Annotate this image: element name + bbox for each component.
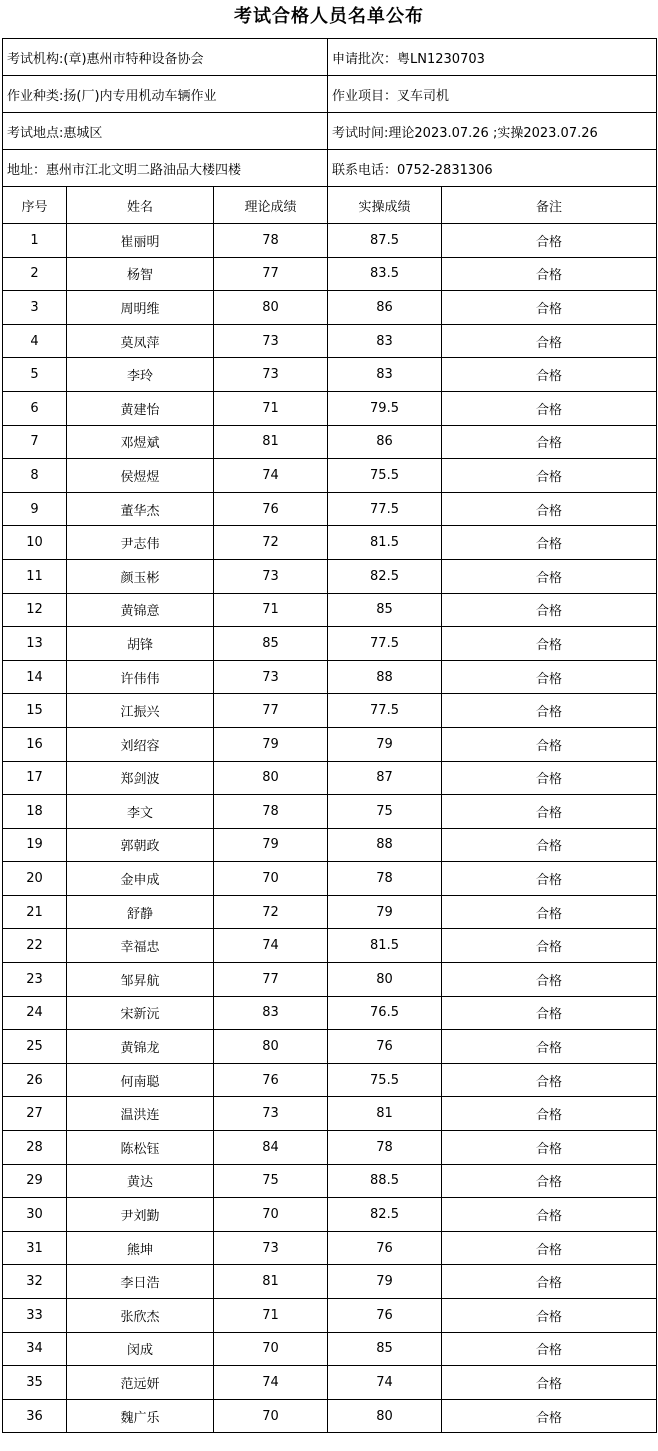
cell-index: 29	[3, 1164, 67, 1198]
cell-theory: 72	[214, 526, 328, 560]
cell-practical: 88	[328, 828, 442, 862]
cell-practical: 79	[328, 1265, 442, 1299]
cell-index: 10	[3, 526, 67, 560]
cell-index: 23	[3, 963, 67, 997]
table-row	[3, 492, 657, 526]
cell-remark: 合格	[442, 324, 657, 358]
cell-practical: 75.5	[328, 459, 442, 493]
cell-theory: 78	[214, 795, 328, 829]
cell-theory: 84	[214, 1131, 328, 1165]
cell-name: 邓煜斌	[67, 425, 214, 459]
table-row	[3, 828, 657, 862]
cell-theory: 79	[214, 828, 328, 862]
cell-practical: 82.5	[328, 559, 442, 593]
cell-remark: 合格	[442, 391, 657, 425]
cell-remark: 合格	[442, 1131, 657, 1165]
table-header	[3, 187, 657, 224]
cell-index: 18	[3, 795, 67, 829]
cell-name: 黄锦意	[67, 593, 214, 627]
cell-remark: 合格	[442, 1399, 657, 1433]
cell-remark: 合格	[442, 1097, 657, 1131]
exam-org: 考试机构:(章)惠州市特种设备协会	[3, 39, 328, 76]
cell-theory: 83	[214, 996, 328, 1030]
cell-index: 9	[3, 492, 67, 526]
cell-remark: 合格	[442, 1164, 657, 1198]
cell-remark: 合格	[442, 224, 657, 258]
cell-name: 闵成	[67, 1332, 214, 1366]
cell-practical: 79	[328, 895, 442, 929]
cell-practical: 76	[328, 1030, 442, 1064]
cell-theory: 81	[214, 1265, 328, 1299]
cell-theory: 73	[214, 1231, 328, 1265]
cell-practical: 88.5	[328, 1164, 442, 1198]
table-row	[3, 727, 657, 761]
cell-theory: 70	[214, 1198, 328, 1232]
cell-index: 1	[3, 224, 67, 258]
cell-name: 魏广乐	[67, 1399, 214, 1433]
cell-theory: 73	[214, 559, 328, 593]
info-row-2	[3, 76, 657, 113]
cell-index: 30	[3, 1198, 67, 1232]
cell-practical: 74	[328, 1366, 442, 1400]
cell-practical: 81	[328, 1097, 442, 1131]
table-row	[3, 929, 657, 963]
cell-name: 黄达	[67, 1164, 214, 1198]
table-row	[3, 1131, 657, 1165]
table-row	[3, 1063, 657, 1097]
job-category: 作业种类:扬(厂)内专用机动车辆作业	[3, 76, 328, 113]
cell-practical: 78	[328, 1131, 442, 1165]
cell-name: 郑剑波	[67, 761, 214, 795]
page-title: 考试合格人员名单公布	[234, 6, 424, 27]
cell-practical: 79.5	[328, 391, 442, 425]
cell-practical: 76.5	[328, 996, 442, 1030]
table-row	[3, 324, 657, 358]
cell-name: 尹刘勤	[67, 1198, 214, 1232]
cell-remark: 合格	[442, 627, 657, 661]
table-row	[3, 1299, 657, 1333]
cell-name: 董华杰	[67, 492, 214, 526]
exam-time: 考试时间:理论2023.07.26 ;实操2023.07.26	[328, 113, 657, 150]
cell-index: 20	[3, 862, 67, 896]
cell-theory: 71	[214, 593, 328, 627]
table-body	[3, 224, 657, 1433]
cell-index: 19	[3, 828, 67, 862]
cell-index: 35	[3, 1366, 67, 1400]
cell-index: 5	[3, 358, 67, 392]
contact-phone: 联系电话：0752-2831306	[328, 150, 657, 187]
info-row-4	[3, 150, 657, 187]
cell-index: 34	[3, 1332, 67, 1366]
cell-name: 尹志伟	[67, 526, 214, 560]
cell-theory: 73	[214, 1097, 328, 1131]
cell-theory: 76	[214, 1063, 328, 1097]
cell-remark: 合格	[442, 963, 657, 997]
cell-name: 舒静	[67, 895, 214, 929]
cell-remark: 合格	[442, 1332, 657, 1366]
cell-remark: 合格	[442, 761, 657, 795]
cell-theory: 80	[214, 291, 328, 325]
cell-remark: 合格	[442, 1299, 657, 1333]
table-row	[3, 257, 657, 291]
cell-name: 郭朝政	[67, 828, 214, 862]
cell-practical: 75	[328, 795, 442, 829]
cell-index: 14	[3, 660, 67, 694]
cell-name: 莫凤萍	[67, 324, 214, 358]
cell-name: 刘绍容	[67, 727, 214, 761]
table-row	[3, 224, 657, 258]
cell-practical: 88	[328, 660, 442, 694]
cell-practical: 83.5	[328, 257, 442, 291]
table-row	[3, 1399, 657, 1433]
cell-remark: 合格	[442, 559, 657, 593]
cell-name: 周明维	[67, 291, 214, 325]
cell-index: 32	[3, 1265, 67, 1299]
cell-remark: 合格	[442, 862, 657, 896]
cell-remark: 合格	[442, 929, 657, 963]
cell-remark: 合格	[442, 358, 657, 392]
cell-theory: 70	[214, 862, 328, 896]
cell-practical: 77.5	[328, 627, 442, 661]
cell-remark: 合格	[442, 1063, 657, 1097]
cell-index: 12	[3, 593, 67, 627]
cell-practical: 86	[328, 425, 442, 459]
cell-index: 8	[3, 459, 67, 493]
table-row	[3, 559, 657, 593]
cell-practical: 78	[328, 862, 442, 896]
cell-name: 金申成	[67, 862, 214, 896]
cell-practical: 80	[328, 1399, 442, 1433]
cell-remark: 合格	[442, 795, 657, 829]
cell-index: 28	[3, 1131, 67, 1165]
cell-practical: 82.5	[328, 1198, 442, 1232]
results-table	[2, 38, 657, 1433]
cell-remark: 合格	[442, 291, 657, 325]
cell-remark: 合格	[442, 1030, 657, 1064]
cell-theory: 81	[214, 425, 328, 459]
cell-remark: 合格	[442, 895, 657, 929]
cell-index: 24	[3, 996, 67, 1030]
cell-practical: 87.5	[328, 224, 442, 258]
cell-theory: 74	[214, 1366, 328, 1400]
cell-theory: 80	[214, 1030, 328, 1064]
table-row	[3, 358, 657, 392]
col-header-theory: 理论成绩	[214, 187, 328, 224]
cell-practical: 83	[328, 324, 442, 358]
cell-practical: 85	[328, 1332, 442, 1366]
cell-theory: 73	[214, 660, 328, 694]
cell-index: 26	[3, 1063, 67, 1097]
cell-remark: 合格	[442, 459, 657, 493]
cell-practical: 79	[328, 727, 442, 761]
cell-remark: 合格	[442, 660, 657, 694]
table-row	[3, 459, 657, 493]
table-row	[3, 895, 657, 929]
cell-remark: 合格	[442, 492, 657, 526]
cell-theory: 74	[214, 929, 328, 963]
cell-name: 侯煜煜	[67, 459, 214, 493]
cell-remark: 合格	[442, 593, 657, 627]
cell-remark: 合格	[442, 1366, 657, 1400]
cell-practical: 76	[328, 1299, 442, 1333]
table-row	[3, 627, 657, 661]
cell-theory: 76	[214, 492, 328, 526]
table-row	[3, 761, 657, 795]
cell-theory: 71	[214, 391, 328, 425]
col-header-remark: 备注	[442, 187, 657, 224]
cell-practical: 77.5	[328, 492, 442, 526]
table-row	[3, 1164, 657, 1198]
table-row	[3, 1198, 657, 1232]
cell-practical: 81.5	[328, 526, 442, 560]
table-row	[3, 862, 657, 896]
cell-index: 2	[3, 257, 67, 291]
cell-remark: 合格	[442, 1198, 657, 1232]
cell-theory: 75	[214, 1164, 328, 1198]
table-row	[3, 963, 657, 997]
cell-index: 17	[3, 761, 67, 795]
cell-index: 13	[3, 627, 67, 661]
cell-remark: 合格	[442, 425, 657, 459]
cell-practical: 75.5	[328, 1063, 442, 1097]
cell-theory: 85	[214, 627, 328, 661]
cell-name: 李文	[67, 795, 214, 829]
job-item: 作业项目：叉车司机	[328, 76, 657, 113]
cell-theory: 74	[214, 459, 328, 493]
cell-theory: 70	[214, 1332, 328, 1366]
cell-theory: 73	[214, 324, 328, 358]
cell-name: 江振兴	[67, 694, 214, 728]
table-row	[3, 1097, 657, 1131]
cell-remark: 合格	[442, 694, 657, 728]
cell-name: 黄建怡	[67, 391, 214, 425]
cell-theory: 73	[214, 358, 328, 392]
cell-index: 27	[3, 1097, 67, 1131]
cell-name: 李玲	[67, 358, 214, 392]
cell-name: 胡锋	[67, 627, 214, 661]
cell-index: 33	[3, 1299, 67, 1333]
cell-name: 张欣杰	[67, 1299, 214, 1333]
cell-index: 31	[3, 1231, 67, 1265]
application-batch: 申请批次：粤LN1230703	[328, 39, 657, 76]
cell-name: 邹昇航	[67, 963, 214, 997]
cell-theory: 78	[214, 224, 328, 258]
address: 地址：惠州市江北文明二路油品大楼四楼	[3, 150, 328, 187]
cell-remark: 合格	[442, 1265, 657, 1299]
cell-practical: 87	[328, 761, 442, 795]
cell-index: 21	[3, 895, 67, 929]
cell-remark: 合格	[442, 996, 657, 1030]
cell-theory: 77	[214, 963, 328, 997]
cell-remark: 合格	[442, 727, 657, 761]
cell-name: 范远妍	[67, 1366, 214, 1400]
cell-name: 杨智	[67, 257, 214, 291]
cell-practical: 80	[328, 963, 442, 997]
cell-name: 温洪连	[67, 1097, 214, 1131]
cell-practical: 81.5	[328, 929, 442, 963]
table-row	[3, 593, 657, 627]
cell-name: 宋新沅	[67, 996, 214, 1030]
table-row	[3, 1030, 657, 1064]
cell-practical: 77.5	[328, 694, 442, 728]
cell-practical: 85	[328, 593, 442, 627]
cell-name: 陈松钰	[67, 1131, 214, 1165]
cell-theory: 77	[214, 694, 328, 728]
cell-name: 李日浩	[67, 1265, 214, 1299]
cell-index: 3	[3, 291, 67, 325]
cell-remark: 合格	[442, 257, 657, 291]
exam-location: 考试地点:惠城区	[3, 113, 328, 150]
cell-name: 黄锦龙	[67, 1030, 214, 1064]
table-row	[3, 291, 657, 325]
cell-theory: 70	[214, 1399, 328, 1433]
info-row-3	[3, 113, 657, 150]
cell-name: 崔丽明	[67, 224, 214, 258]
table-row	[3, 1332, 657, 1366]
cell-name: 幸福忠	[67, 929, 214, 963]
cell-theory: 72	[214, 895, 328, 929]
cell-index: 4	[3, 324, 67, 358]
table-row	[3, 526, 657, 560]
cell-practical: 86	[328, 291, 442, 325]
cell-practical: 83	[328, 358, 442, 392]
cell-name: 颜玉彬	[67, 559, 214, 593]
cell-name: 许伟伟	[67, 660, 214, 694]
cell-index: 6	[3, 391, 67, 425]
table-row	[3, 1231, 657, 1265]
cell-index: 11	[3, 559, 67, 593]
cell-name: 熊坤	[67, 1231, 214, 1265]
table-row	[3, 694, 657, 728]
table-row	[3, 425, 657, 459]
cell-index: 25	[3, 1030, 67, 1064]
cell-theory: 77	[214, 257, 328, 291]
cell-index: 15	[3, 694, 67, 728]
table-row	[3, 996, 657, 1030]
table-row	[3, 1265, 657, 1299]
table-row	[3, 1366, 657, 1400]
cell-theory: 79	[214, 727, 328, 761]
cell-remark: 合格	[442, 1231, 657, 1265]
table-row	[3, 660, 657, 694]
cell-theory: 71	[214, 1299, 328, 1333]
cell-theory: 80	[214, 761, 328, 795]
cell-remark: 合格	[442, 526, 657, 560]
cell-practical: 76	[328, 1231, 442, 1265]
col-header-index: 序号	[3, 187, 67, 224]
cell-remark: 合格	[442, 828, 657, 862]
col-header-practical: 实操成绩	[328, 187, 442, 224]
col-header-name: 姓名	[67, 187, 214, 224]
cell-index: 36	[3, 1399, 67, 1433]
table-row	[3, 391, 657, 425]
cell-name: 何南聪	[67, 1063, 214, 1097]
table-row	[3, 795, 657, 829]
cell-index: 22	[3, 929, 67, 963]
cell-index: 7	[3, 425, 67, 459]
info-row-1	[3, 39, 657, 76]
cell-index: 16	[3, 727, 67, 761]
